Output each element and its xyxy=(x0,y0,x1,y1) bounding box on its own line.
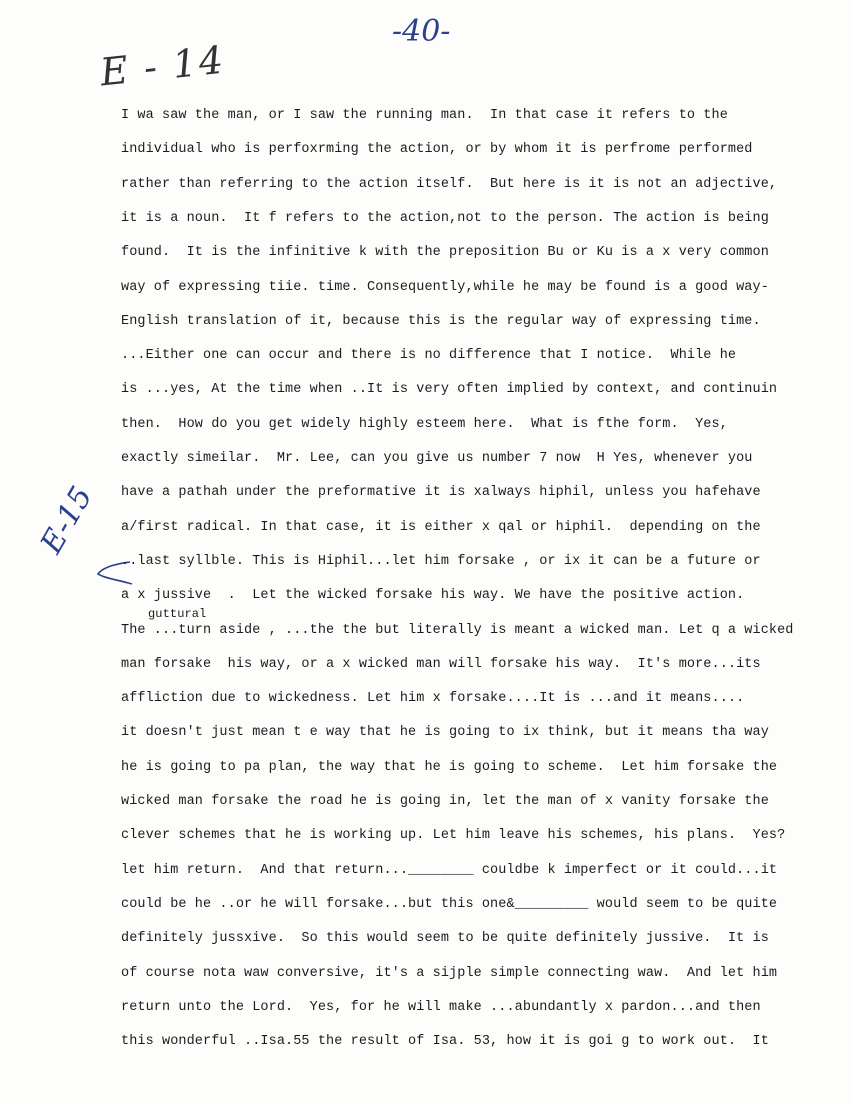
handwritten-page-number: -40- xyxy=(392,14,451,49)
text-line: he is going to pa plan, the way that he is going to scheme. Let him forsake the xyxy=(121,759,778,775)
text-line: exactly simeilar. Mr. Lee, can you give us number 7 now H Yes, whenever you xyxy=(121,451,753,466)
text-line: wicked man forsake the road he is going in, let the man of x vanity forsake the xyxy=(121,794,769,809)
interlinear-insertion: guttural xyxy=(148,607,207,621)
text-line: then. How do you get widely highly esteem here. What is fthe form. Yes, xyxy=(121,416,728,432)
text-line: a x jussive . Let the wicked forsake his way. We have the positive action. xyxy=(121,588,745,604)
text-line: this wonderful ..Isa.55 the result of Isa. 53, how it is goi g to work out. It xyxy=(121,1034,769,1050)
handwritten-margin-label: E-15 xyxy=(34,480,100,560)
text-line: affliction due to wickedness. Let him x forsake....It is ...and it means.... xyxy=(121,691,745,707)
text-line: return unto the Lord. Yes, for he will make ...abundantly x pardon...and then xyxy=(121,999,761,1015)
text-line: have a pathah under the preformative it is xalways hiphil, unless you hafehave xyxy=(121,485,761,501)
text-line: could be he ..or he will forsake...but this one&_________ would seem to be quite xyxy=(121,896,778,912)
text-line: The ...turn aside , ...the the but literally is meant a wicked man. Let q a wicked xyxy=(121,622,794,638)
text-line: rather than referring to the action itself. But here is it is not an adjective, xyxy=(121,176,778,192)
text-line: ..last syllble. This is Hiphil...let him forsake , or ix it can be a future or xyxy=(121,553,761,569)
text-line: found. It is the infinitive k with the preposition Bu or Ku is a x very common xyxy=(121,245,769,261)
text-line: it doesn't just mean t e way that he is going to ix think, but it means tha way xyxy=(121,725,769,741)
text-line: it is a noun. It f refers to the action,not to the person. The action is being xyxy=(121,210,769,226)
text-line: definitely jussxive. So this would seem to be quite definitely jussive. It is xyxy=(121,931,769,947)
text-line: clever schemes that he is working up. Let him leave his schemes, his plans. Yes? xyxy=(121,828,786,844)
text-line: I wa saw the man, or I saw the running man. In that case it refers to the xyxy=(121,108,728,123)
text-line: let him return. And that return...________ couldbe k imperfect or it could...it xyxy=(121,862,778,878)
text-line: ...Either one can occur and there is no difference that I notice. While he xyxy=(121,348,737,364)
text-line: individual who is perfoxrming the action, or by whom it is perfrome performed xyxy=(121,142,753,158)
text-line: is ...yes, At the time when ..It is very often implied by context, and continuin xyxy=(121,382,778,398)
text-line: English translation of it, because this is the regular way of expressing time. xyxy=(121,313,761,329)
text-line: way of expressing tiie. time. Consequently,while he may be found is a good way- xyxy=(121,279,769,295)
text-line: a/first radical. In that case, it is either x qal or hiphil. depending on the xyxy=(121,519,761,535)
text-line: man forsake his way, or a x wicked man will forsake his way. It's more...its xyxy=(121,656,761,672)
handwritten-corner-label: E - 14 xyxy=(98,37,228,95)
text-line: of course nota waw conversive, it's a sijple simple connecting waw. And let him xyxy=(121,965,778,981)
